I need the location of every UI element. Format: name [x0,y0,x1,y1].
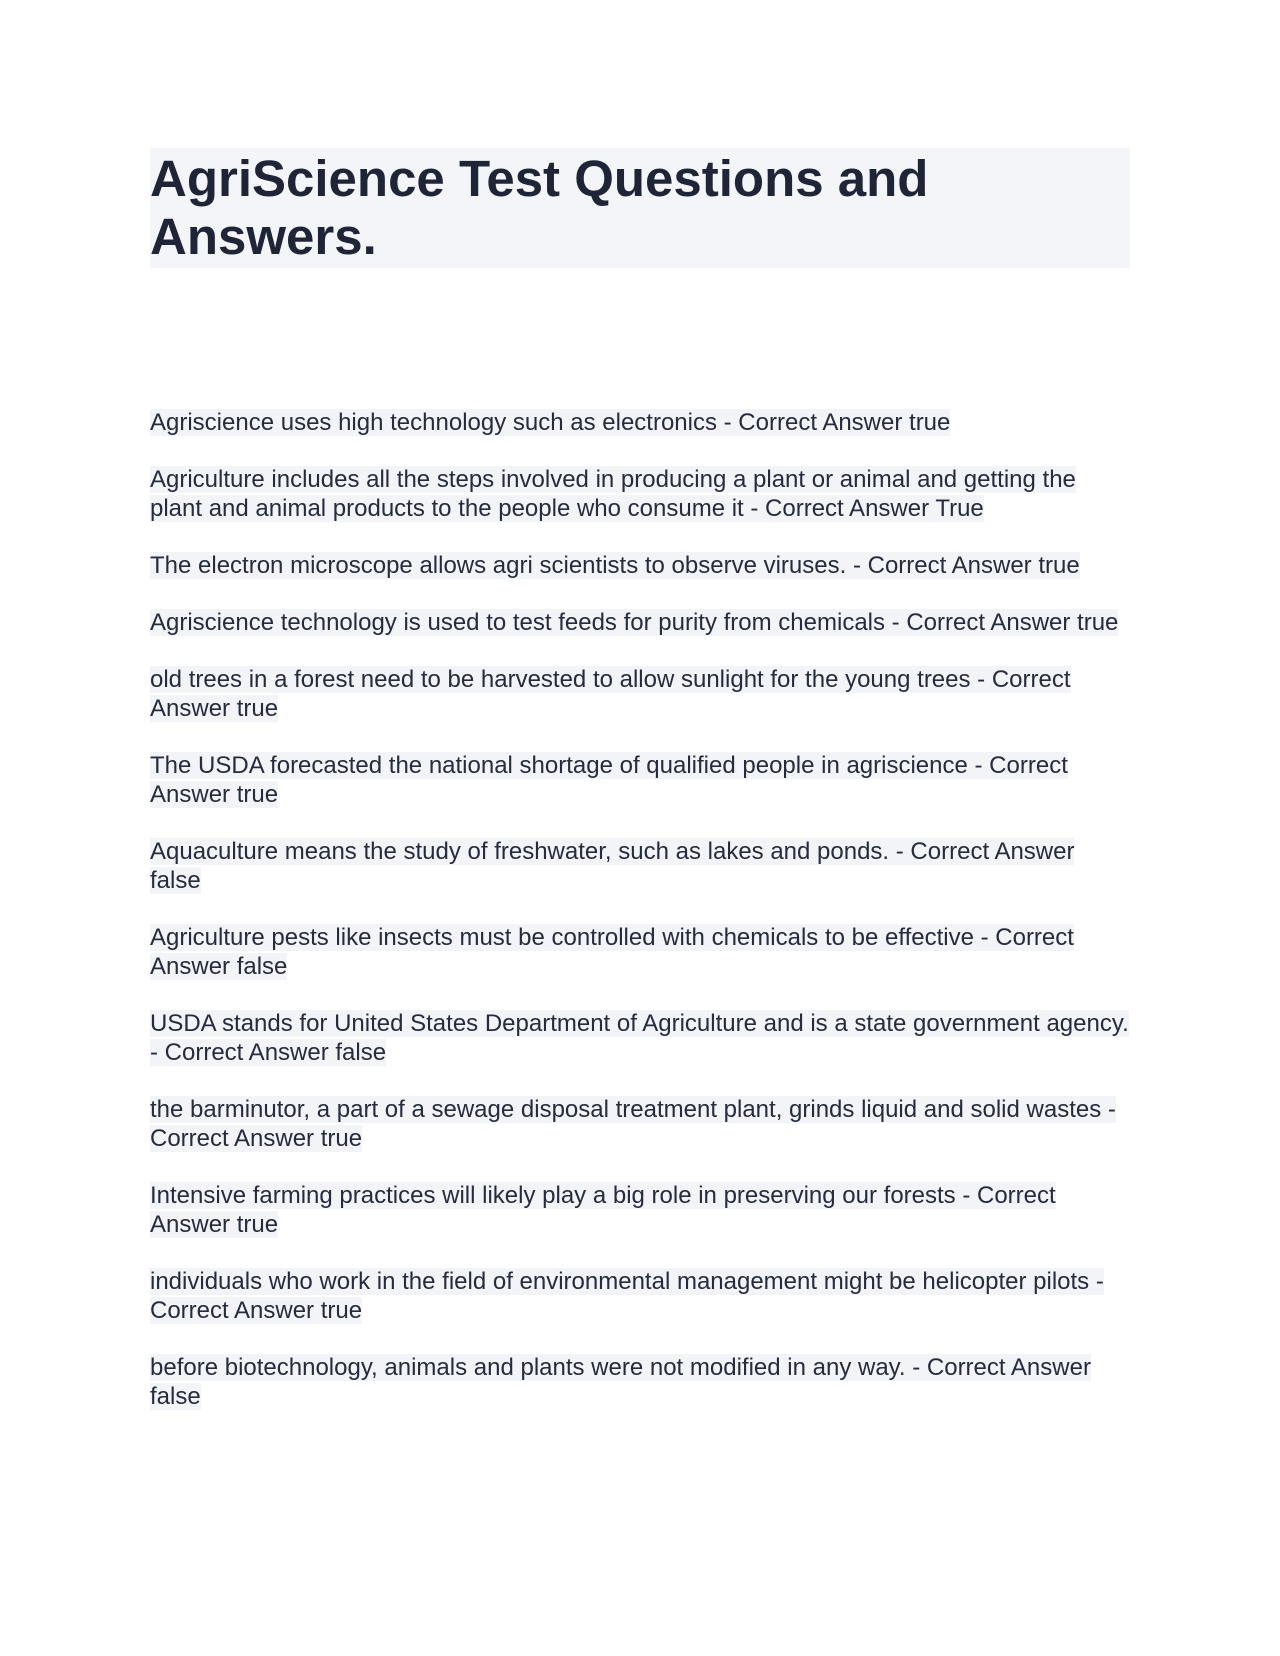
qa-text: Agriculture pests like insects must be controlled with chemicals to be effective - Correct Answer false [150,924,1074,980]
qa-text: Intensive farming practices will likely play a big role in preserving our forests - Correct Answer true [150,1182,1056,1238]
list-item [150,1267,1130,1325]
list-item [150,1353,1130,1411]
qa-text: Agriscience uses high technology such as electronics - Correct Answer true [150,409,951,436]
qa-text: Aquaculture means the study of freshwater, such as lakes and ponds. - Correct Answer false [150,838,1075,894]
list-item [150,837,1130,895]
qa-text: individuals who work in the field of environmental management might be helicopter pilots - Correct Answer true [150,1268,1104,1324]
qa-text: The USDA forecasted the national shortage of qualified people in agriscience - Correct Answer true [150,752,1068,808]
list-item [150,608,1130,637]
list-item [150,1181,1130,1239]
qa-text: Agriculture includes all the steps involved in producing a plant or animal and getting the plant and animal products to the people who consume it - Correct Answer True [150,466,1076,522]
list-item [150,1095,1130,1153]
qa-text: before biotechnology, animals and plants were not modified in any way. - Correct Answer false [150,1354,1091,1410]
document-page [150,148,1130,1410]
list-item [150,551,1130,580]
list-item [150,465,1130,523]
list-item [150,1009,1130,1067]
list-item [150,751,1130,809]
qa-text: USDA stands for United States Department of Agriculture and is a state government agency. - Correct Answer false [150,1010,1129,1066]
qa-text: The electron microscope allows agri scientists to observe viruses. - Correct Answer true [150,552,1080,579]
qa-text: old trees in a forest need to be harvested to allow sunlight for the young trees - Correct Answer true [150,666,1071,722]
list-item [150,665,1130,723]
list-item [150,923,1130,981]
list-item [150,408,1130,437]
qa-text: Agriscience technology is used to test feeds for purity from chemicals - Correct Answer true [150,609,1119,636]
qa-text: the barminutor, a part of a sewage disposal treatment plant, grinds liquid and solid wastes - Correct Answer true [150,1096,1116,1152]
qa-list [150,408,1130,1439]
page-title: AgriScience Test Questions and Answers. [150,148,1130,268]
